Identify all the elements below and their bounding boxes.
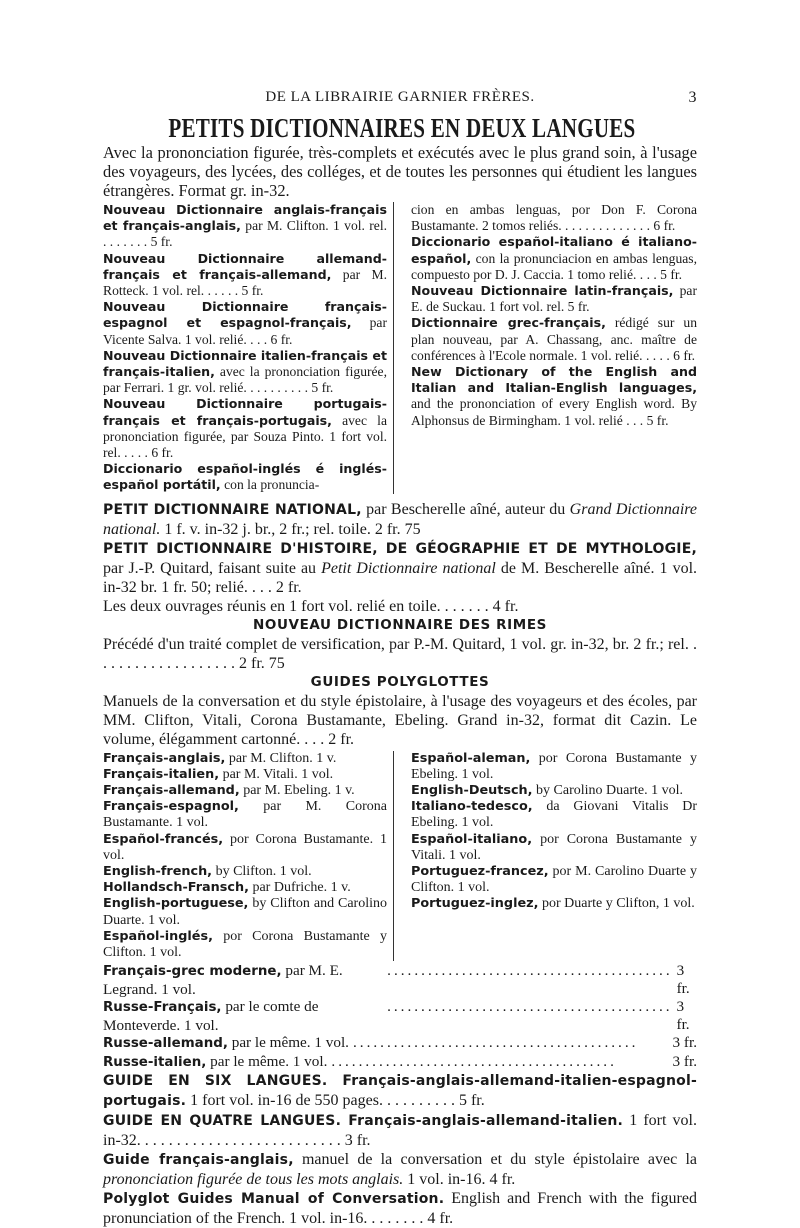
entry-title: Español-inglés, (103, 928, 213, 944)
entry-title: New Dictionary of the English and Italian and Italian-English languages, (411, 364, 697, 396)
dictionaries-right-column (407, 202, 697, 494)
dictionary-entry (103, 251, 387, 300)
history-dictionary-entry (103, 539, 697, 597)
dictionary-entry (103, 202, 387, 251)
entry-title: Hollandsch-Fransch, (103, 880, 249, 896)
entry-text: par le comte de Monteverde. 1 vol. (103, 998, 319, 1034)
guide-entry (411, 751, 697, 783)
dictionary-entry (411, 283, 697, 315)
guides-heading: GUIDES POLYGLOTTES (310, 673, 490, 690)
entry-title: Nouveau Dictionnaire français-espagnol et espagnol-français, (103, 299, 387, 331)
dictionary-entry (411, 234, 697, 283)
guide-entry (411, 832, 697, 864)
entry-text: avec la prononciation figurée, par Ferrari. 1 gr. vol. relié. . . . . . . . . . 5 fr. (103, 364, 387, 396)
entry-text: por Corona Bustamante. 1 vol. (103, 831, 387, 863)
entry-text: English and French with the figured pronunciation of the French. 1 vol. in-16. . . . . . . . 4 fr. (103, 1190, 697, 1228)
guide-entry (103, 880, 387, 896)
entry-title: Nouveau Dictionnaire italien-français et français-italien, (103, 347, 387, 380)
entry-title: Nouveau Dictionnaire anglais-français et français-anglais, (103, 202, 387, 234)
dictionary-entry (103, 299, 387, 348)
intro-paragraph: Avec la prononciation figurée, très-complets et exécutés avec le plus grand soin, à l'usage des voyageurs, des lycées, des colléges, et de toutes les personnes qui étudient les langues étrangères. Format gr. in-32. (103, 143, 697, 200)
french-english-guide (103, 1150, 697, 1189)
entry-title: Español-aleman, (411, 750, 531, 766)
entry-text: par M. Clifton. 1 v. (225, 750, 337, 766)
entry-title: Français-anglais, (103, 750, 226, 766)
entry-text: con la pronunciacion en ambas lenguas, compuesto por D. J. Caccia. 1 tomo relié. . . . 5 fr. (411, 250, 697, 282)
entry-title: Diccionario español-italiano é italiano-español, (411, 234, 697, 266)
entry-title: GUIDE EN QUATRE LANGUES. Français-anglais-allemand-italien. (103, 1113, 624, 1130)
guide-entry (411, 896, 697, 912)
entry-text: par M. E. Legrand. 1 vol. (103, 962, 343, 998)
dictionary-entry (103, 348, 387, 397)
entry-text: por Corona Bustamante y Vitali. 1 vol. (411, 831, 697, 863)
dictionary-entry (103, 461, 387, 493)
entry-title: Dictionnaire grec-français, (411, 315, 606, 331)
dictionaries-left-column (103, 202, 394, 494)
entry-title: Español-francés, (103, 831, 224, 847)
entry-text: con la pronuncia- (220, 477, 320, 493)
dictionaries-columns (103, 202, 697, 494)
dictionary-entry (411, 315, 697, 364)
guides-right-column (407, 751, 697, 962)
entry-title: Nouveau Dictionnaire portugais-français et français-portugais, (103, 396, 387, 428)
guide-entry (103, 751, 387, 767)
running-head (103, 85, 697, 111)
entry-title: PETIT DICTIONNAIRE D'HISTOIRE, DE GÉOGRAPHIE ET DE MYTHOLOGIE, (103, 540, 697, 557)
entry-title: Français-allemand, (103, 783, 240, 799)
entry-text: par M. Clifton. 1 vol. rel. . . . . . . . 5 fr. (103, 218, 388, 250)
entry-title: Español-italiano, (411, 831, 533, 847)
entry-title: Français-italien, (103, 766, 220, 782)
entry-text: par le même. 1 vol. (227, 1034, 349, 1052)
entry-text: by Clifton and Carolino Duarte. 1 vol. (103, 896, 387, 928)
entry-title: English-Deutsch, (411, 783, 533, 799)
price-list (103, 962, 697, 1071)
entry-text: par Vicente Salva. 1 vol. relié. . . . 6 fr. (103, 315, 387, 347)
dictionary-entry (411, 364, 697, 429)
entry-title: Diccionario español-inglés é inglés-español portátil, (103, 461, 387, 493)
price-line: Russe-italien, par le même. 1 vol. .......................................... 3 fr. (103, 1052, 697, 1070)
entry-text: par M. Ebeling. 1 v. (239, 783, 355, 799)
entry-text: and the prononciation of every English word. By Alphonsus de Birmingham. 1 vol. relié . . . 5 fr. (411, 396, 697, 428)
entry-text: par J.-P. Quitard, faisant suite au (103, 559, 322, 577)
entry-title: English-portuguese, (103, 896, 249, 912)
entry-italic: prononciation figurée de tous les mots anglais. (103, 1171, 404, 1189)
entry-text: par le même. 1 vol. (206, 1052, 328, 1070)
dictionary-entry (103, 396, 387, 461)
entry-title: GUIDE EN SIX LANGUES. Français-anglais-allemand-italien-espagnol-portugais. (103, 1073, 697, 1110)
entry-title: Guide français-anglais, (103, 1152, 294, 1169)
entry-text: por Duarte y Clifton, 1 vol. (538, 896, 695, 912)
entry-title: English-french, (103, 864, 213, 880)
entry-text: por Corona Bustamante y Ebeling. 1 vol. (411, 750, 697, 782)
guides-left-column (103, 751, 394, 962)
entry-text: par M. Vitali. 1 vol. (219, 766, 334, 782)
entry-text: manuel de la conversation et du style épistolaire avec la (293, 1151, 697, 1169)
guides-intro: Manuels de la conversation et du style épistolaire, à l'usage des voyageurs et des écoles, par MM. Clifton, Vitali, Corona Bustamante, Ebeling. Grand in-32, format dit Cazin. Le volume, élégamment cartonné. . . . 2 fr. (103, 692, 697, 748)
guide-entry (411, 799, 697, 831)
entry-title: Polyglot Guides Manual of Conversation. (103, 1191, 445, 1208)
entry-text: por Corona Bustamante y Clifton. 1 vol. (103, 928, 387, 961)
entry-title: PETIT DICTIONNAIRE NATIONAL, (103, 501, 362, 518)
entry-italic: Petit Dictionnaire national (321, 559, 496, 577)
combined-volume-line: Les deux ouvrages réunis en 1 fort vol. relié en toile. . . . . . . 4 fr. (103, 597, 519, 615)
guide-entry (411, 864, 697, 896)
entry-title: Nouveau Dictionnaire allemand-français et français-allemand, (103, 250, 387, 282)
entry-text: par E. de Suckau. 1 fort vol. rel. 5 fr. (411, 283, 697, 315)
price-line: Français-grec moderne, par M. E. Legrand. 1 vol. .......................................... 3 fr. (103, 962, 697, 998)
rimes-text: Précédé d'un traité complet de versification, par P.-M. Quitard, 1 vol. gr. in-32, br. 2 fr.; rel. . . . . . . . . . . . . . . . . . . 2 fr. 75 (103, 635, 697, 672)
price-line: Russe-allemand, par le même. 1 vol. .......................................... 3 fr. (103, 1034, 697, 1052)
polyglot-guide (103, 1189, 697, 1228)
entry-italic: Grand Dictionnaire national. (103, 500, 697, 538)
national-dictionary-entry (103, 500, 697, 539)
guide-entry (103, 864, 387, 880)
entry-text: avec la prononciation figurée, par Souza Pinto. 1 fort vol. rel. . . . . 6 fr. (103, 412, 387, 461)
entry-text: par Dufriche. 1 v. (248, 880, 351, 896)
entry-price: 3 fr. (676, 998, 690, 1033)
guide-entry (103, 929, 387, 961)
rimes-heading: NOUVEAU DICTIONNAIRE DES RIMES (253, 616, 547, 633)
guide-entry (103, 832, 387, 864)
guides-columns (103, 751, 697, 962)
entry-price: 3 fr. (672, 1052, 697, 1070)
entry-text: da Giovani Vitalis Dr Ebeling. 1 vol. (411, 799, 697, 831)
entry-title: Français-espagnol, (103, 799, 239, 815)
entry-title: Nouveau Dictionnaire latin-français, (411, 283, 674, 299)
entry-title: Russe-italien, (103, 1054, 207, 1070)
dictionary-entry (411, 202, 697, 234)
entry-text: cion en ambas lenguas, por Don F. Corona Bustamante. 2 tomos reliés. . . . . . . . . . . . . . 6 fr. (411, 202, 697, 234)
entry-price: 3 fr. (672, 1034, 697, 1052)
entry-text: por M. Carolino Duarte y Clifton. 1 vol. (411, 864, 697, 896)
entry-title: Russe-allemand, (103, 1036, 228, 1052)
entry-title: Français-grec moderne, (103, 964, 282, 980)
entry-text: 1 fort vol. in-32. . . . . . . . . . . . . . . . . . . . . . . . . . 3 fr. (103, 1112, 697, 1150)
guide-entry (411, 783, 697, 799)
price-line: Russe-Français, par le comte de Monteverde. 1 vol. .......................................... 3 fr. (103, 998, 697, 1034)
page-title: PETITS DICTIONNAIRES EN DEUX LANGUES (168, 113, 636, 143)
six-languages-guide (103, 1071, 697, 1111)
entry-title: Portuguez-francez, (411, 864, 549, 880)
entry-text: par Bescherelle aîné, auteur du (361, 500, 570, 518)
entry-title: Italiano-tedesco, (411, 799, 533, 815)
running-head-title: DE LA LIBRAIRIE GARNIER FRÈRES. (265, 89, 535, 105)
entry-title: Russe-Français, (103, 1000, 222, 1016)
entry-text: by Clifton. 1 vol. (212, 864, 312, 880)
entry-text: 1 vol. in-16. 4 fr. (403, 1171, 516, 1189)
entry-price: 3 fr. (676, 962, 690, 997)
four-languages-guide (103, 1111, 697, 1150)
entry-title: Portuguez-inglez, (411, 896, 539, 912)
guide-entry (103, 783, 387, 799)
entry-text: de M. Bescherelle aîné. 1 vol. in-32 br. 1 fr. 50; relié. . . . 2 fr. (103, 559, 698, 596)
entry-text: par M. Rotteck. 1 vol. rel. . . . . . 5 fr. (103, 266, 387, 299)
guide-entry (103, 767, 387, 783)
entry-text: by Carolino Duarte. 1 vol. (532, 783, 684, 799)
entry-text: 1 f. v. in-32 j. br., 2 fr.; rel. toile. 2 fr. 75 (160, 520, 421, 538)
guide-entry (103, 896, 387, 928)
page-number: 3 (688, 89, 697, 106)
entry-text: rédigé sur un plan nouveau, par A. Chassang, anc. maître de conférences à l'Ecole normale. 1 vol. relié. . . . . 6 fr. (411, 315, 697, 363)
page (103, 85, 697, 1228)
entry-text: 1 fort vol. in-16 de 550 pages. . . . . . . . . . 5 fr. (186, 1092, 485, 1110)
entry-text: par M. Corona Bustamante. 1 vol. (103, 799, 387, 831)
guide-entry (103, 799, 387, 831)
